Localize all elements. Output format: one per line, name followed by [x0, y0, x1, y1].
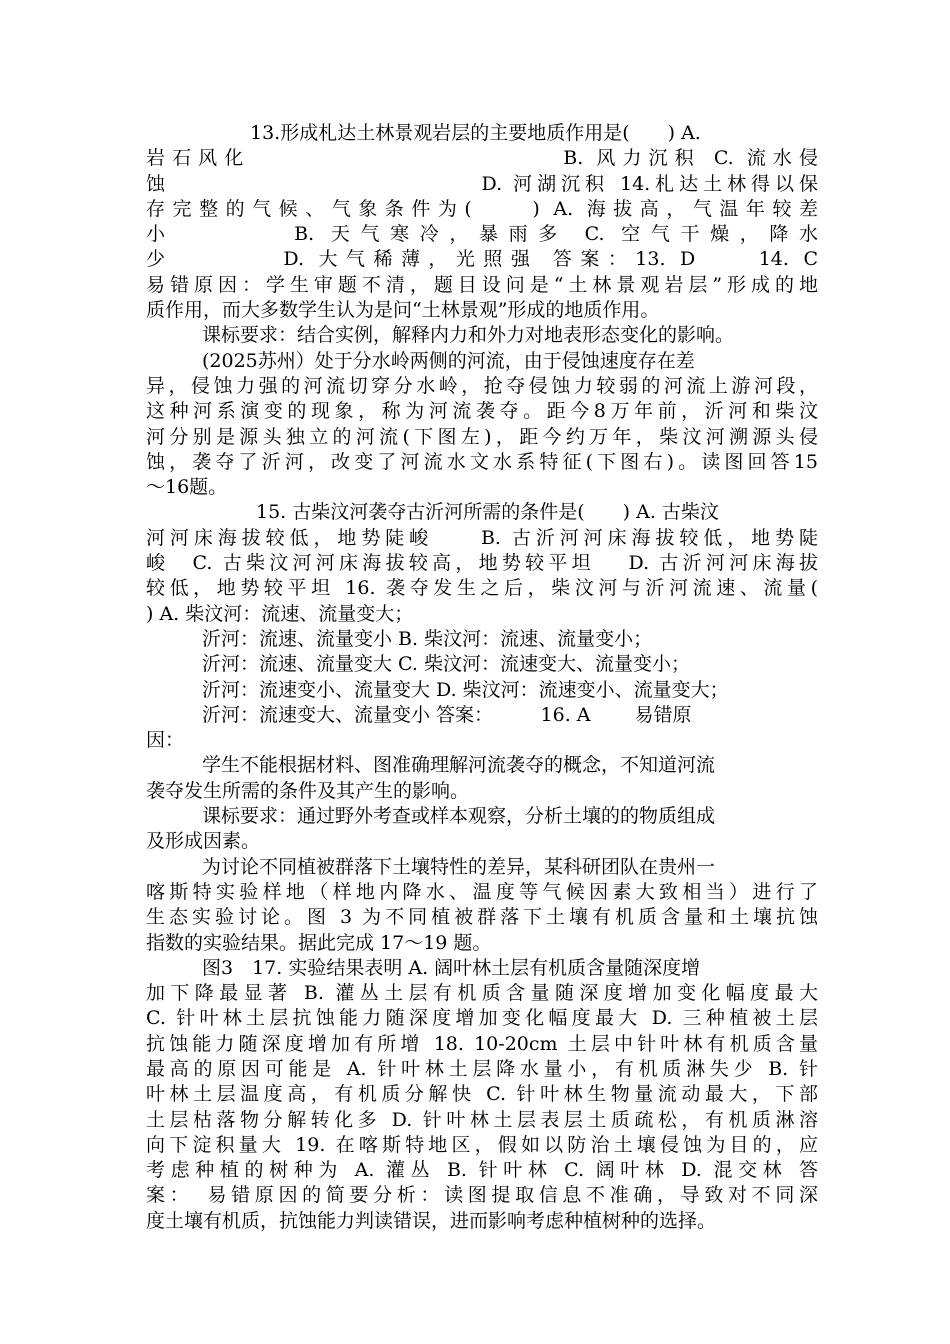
text-line: 13.形成札达土林景观岩层的主要地质作用是( ) A. — [250, 122, 701, 144]
text-line: 加下降最显著 B. 灌丛土层有机质含量随深度增加变化幅度最大 — [146, 982, 818, 1005]
text-line: 沂河：流速变大、流量变小 答案： 16. A 易错原 — [202, 703, 692, 726]
text-line: 学生不能根据材料、图准确理解河流袭夺的概念，不知道河流 — [202, 754, 716, 777]
text-line: 最高的原因可能是 A. 针叶林土层降水量小，有机质淋失少 B. 针 — [146, 1057, 818, 1080]
text-line: 指数的实验结果。据此完成 17～19 题。 — [146, 931, 492, 954]
text-line: 质作用，而大多数学生认为是问“土林景观”形成的地质作用。 — [146, 299, 660, 322]
text-line: 峻 C. 古柴汶河河床海拔较高，地势较平坦 D. 古沂河河床海拔 — [146, 552, 818, 575]
text-line: 蚀 D. 河湖沉积 14.札达土林得以保 — [146, 172, 818, 195]
text-line: 存完整的气候、气象条件为( ) A. 海拔高，气温年较差 — [146, 197, 818, 220]
text-line: 考虑种植的树种为 A. 灌丛 B. 针叶林 C. 阔叶林 D. 混交林 答 — [146, 1159, 818, 1182]
text-line: 袭夺发生所需的条件及其产生的影响。 — [146, 779, 470, 802]
text-line: (2025苏州）处于分水岭两侧的河流，由于侵蚀速度存在差 — [202, 349, 695, 372]
text-line: 案： 易错原因的简要分析：读图提取信息不准确，导致对不同深 — [146, 1184, 818, 1207]
text-line: 少 D. 大气稀薄，光照强 答案：13. D 14. C — [146, 248, 818, 271]
text-line: 图3 17. 实验结果表明 A. 阔叶林土层有机质含量随深度增 — [202, 956, 701, 979]
text-line: 沂河：流速变小、流量变大 D. 柴汶河：流速变小、流量变大； — [202, 678, 729, 701]
text-line: 岩石风化 B. 风力沉积 C. 流水侵 — [146, 147, 818, 170]
text-line: ～16题。 — [146, 476, 228, 499]
text-line: 及形成因素。 — [146, 830, 261, 853]
text-line: C. 针叶林土层抗蚀能力随深度增加变化幅度最大 D. 三种植被土层 — [146, 1007, 818, 1030]
text-line: 叶林土层温度高，有机质分解快 C. 针叶林生物量流动最大，下部 — [146, 1083, 818, 1106]
text-line: 沂河：流速、流量变小 B. 柴汶河：流速、流量变小； — [202, 627, 653, 650]
text-line: 因： — [146, 729, 185, 752]
text-line: 抗蚀能力随深度增加有所增 18. 10-20cm 土层中针叶林有机质含量 — [146, 1032, 818, 1055]
text-line: 课标要求：结合实例，解释内力和外力对地表形态变化的影响。 — [202, 324, 735, 347]
text-line: 课标要求：通过野外考查或样本观察，分析土壤的的物质组成 — [202, 805, 716, 828]
text-line: 生态实验讨论。图 3 为不同植被群落下土壤有机质含量和土壤抗蚀 — [146, 906, 818, 929]
text-line: 异，侵蚀力强的河流切穿分水岭，抢夺侵蚀力较弱的河流上游河段， — [146, 374, 818, 397]
document-body — [146, 121, 818, 1234]
text-line: 为讨论不同植被群落下土壤特性的差异，某科研团队在贵州一 — [202, 855, 716, 878]
text-line: ) A. 柴汶河：流速、流量变大； — [146, 602, 414, 625]
text-line: 喀斯特实验样地（样地内降水、温度等气候因素大致相当）进行了 — [146, 880, 818, 903]
text-line: 河河床海拔较低，地势陡峻 B. 古沂河河床海拔较低，地势陡 — [146, 526, 818, 549]
text-line: 易错原因：学生审题不清，题目设问是“土林景观岩层”形成的地 — [146, 273, 818, 296]
text-line: 向下淀积量大 19. 在喀斯特地区，假如以防治土壤侵蚀为目的，应 — [146, 1133, 818, 1156]
text-line: 沂河：流速、流量变大 C. 柴汶河：流速变大、流量变小； — [202, 653, 690, 676]
text-line: 度土壤有机质，抗蚀能力判读错误，进而影响考虑种植树种的选择。 — [146, 1209, 717, 1232]
text-line: 蚀，袭夺了沂河，改变了河流水文水系特征(下图右)。读图回答15 — [146, 450, 818, 473]
text-line: 这种河系演变的现象，称为河流袭夺。距今8万年前，沂河和柴汶 — [146, 400, 818, 423]
text-line: 土层枯落物分解转化多 D. 针叶林土层表层土质疏松，有机质淋溶 — [146, 1108, 818, 1131]
text-line: 小 B. 天气寒冷，暴雨多 C. 空气干燥，降水 — [146, 223, 818, 246]
text-line: 15. 古柴汶河袭夺古沂河所需的条件是( ) A. 古柴汶 — [256, 501, 719, 524]
text-line: 河分别是源头独立的河流(下图左)，距今约万年，柴汶河溯源头侵 — [146, 425, 818, 448]
text-line: 较低，地势较平坦 16. 袭夺发生之后，柴汶河与沂河流速、流量( — [146, 577, 818, 600]
